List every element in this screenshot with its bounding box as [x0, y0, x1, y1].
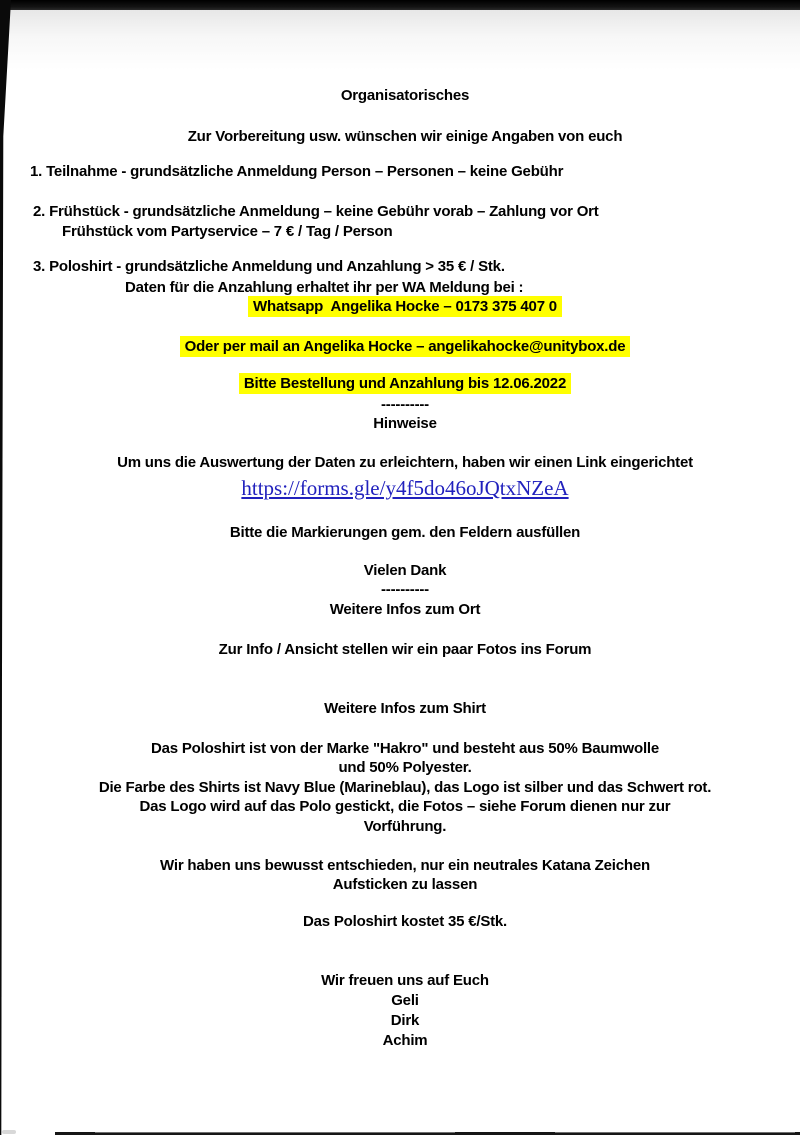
whatsapp-highlight-line [10, 297, 800, 317]
ort-heading: Weitere Infos zum Ort [329, 601, 481, 618]
divider-1: ---------- [381, 396, 429, 413]
deadline-highlight: Bitte Bestellung und Anzahlung bis 12.06.2022 [239, 373, 571, 394]
bottom-border-segment [95, 1132, 455, 1133]
link-intro-line: Um uns die Auswertung der Daten zu erleichtern, haben wir einen Link eingerichtet [117, 454, 693, 471]
item-2-line-1: 2. Frühstück - grundsätzliche Anmeldung – keine Gebühr vorab – Zahlung vor Ort [33, 203, 599, 220]
shirt-info-line-1: Das Poloshirt ist von der Marke "Hakro" und besteht aus 50% Baumwolle [150, 740, 660, 757]
ort-note-line: Zur Info / Ansicht stellen wir ein paar Fotos ins Forum [218, 641, 592, 658]
intro-line: Zur Vorbereitung usw. wünschen wir einige Angaben von euch [187, 128, 623, 145]
katana-line-2: Aufsticken zu lassen [332, 876, 478, 893]
signature-achim: Achim [382, 1032, 428, 1049]
page-bottom-corner-mark [2, 1130, 16, 1134]
shirt-info-line-3: Die Farbe des Shirts ist Navy Blue (Marineblau), das Logo ist silber und das Schwert rot. [98, 779, 712, 796]
whatsapp-contact-highlight: Whatsapp Angelika Hocke – 0173 375 407 0 [248, 296, 562, 317]
fill-note-line: Bitte die Markierungen gem. den Feldern ausfüllen [229, 524, 581, 541]
deadline-highlight-line [10, 374, 800, 394]
page-top-border [0, 0, 800, 10]
closing-line: Wir freuen uns auf Euch [321, 972, 489, 989]
item-3-line-2: Daten für die Anzahlung erhaltet ihr per WA Meldung bei : [125, 279, 524, 296]
item-2-line-2: Frühstück vom Partyservice – 7 € / Tag / Person [62, 223, 393, 240]
mail-highlight-line [10, 337, 800, 357]
doc-title: Organisatorisches [340, 87, 470, 104]
mail-contact-highlight: Oder per mail an Angelika Hocke – angelikahocke@unitybox.de [180, 336, 631, 357]
signature-geli: Geli [391, 992, 419, 1009]
signature-dirk: Dirk [390, 1012, 420, 1029]
divider-2: ---------- [381, 581, 429, 598]
shirt-info-line-2: und 50% Polyester. [338, 759, 472, 776]
hinweise-heading: Hinweise [373, 415, 437, 432]
shirt-info-line-5: Vorführung. [363, 818, 447, 835]
shirt-info-line-4: Das Logo wird auf das Polo gestickt, die Fotos – siehe Forum dienen nur zur [139, 798, 671, 815]
bottom-border-segment [555, 1132, 795, 1133]
price-line: Das Poloshirt kostet 35 €/Stk. [302, 913, 508, 930]
page-top-shading [0, 10, 800, 70]
shirt-heading: Weitere Infos zum Shirt [324, 700, 486, 717]
thanks-line: Vielen Dank [363, 562, 447, 579]
form-link-line [10, 474, 800, 505]
google-forms-link[interactable]: https://forms.gle/y4f5do46oJQtxNZeA [241, 476, 569, 500]
item-3-line-1: 3. Poloshirt - grundsätzliche Anmeldung und Anzahlung > 35 € / Stk. [33, 258, 505, 275]
katana-line-1: Wir haben uns bewusst entschieden, nur ein neutrales Katana Zeichen [160, 857, 650, 874]
item-1: 1. Teilnahme - grundsätzliche Anmeldung Person – Personen – keine Gebühr [30, 163, 564, 180]
